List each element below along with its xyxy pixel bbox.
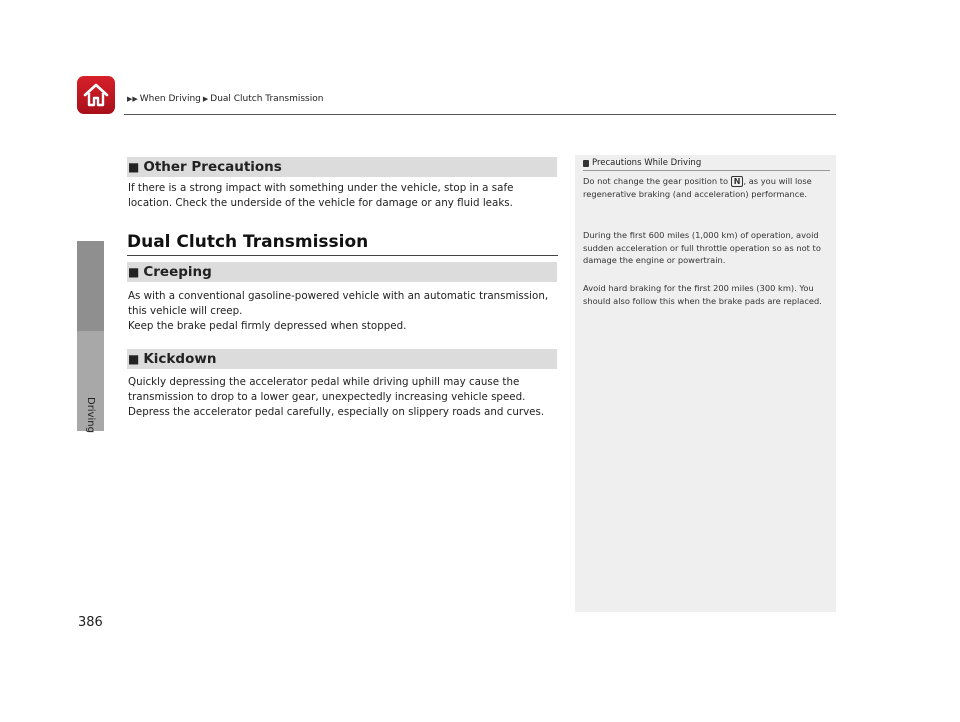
creeping-text — [128, 289, 560, 334]
home-button[interactable] — [77, 76, 115, 114]
chevron-right-icon: ▶▶ — [127, 95, 138, 103]
kickdown-text: Quickly depressing the accelerator pedal while driving uphill may cause the transmission to drop to a lower gear, unexpectedly increasing vehicle speed. Depress the accelerator pedal carefully, especially on slippery roads and curves. — [128, 376, 545, 418]
note-divider — [583, 170, 830, 171]
section-header-other-precautions — [127, 157, 557, 177]
gear-n-icon: N — [731, 176, 744, 187]
note-paragraph-3: Avoid hard braking for the first 200 miles (300 km). You should also follow this when the brake pads are replaced. — [583, 283, 822, 306]
note-marker-icon — [583, 160, 589, 167]
square-bullet-icon: ■ — [128, 265, 140, 279]
breadcrumb — [127, 94, 323, 104]
note-panel — [575, 155, 836, 612]
home-icon — [82, 82, 110, 108]
page-title: Dual Clutch Transmission — [127, 232, 369, 252]
section-header-kickdown — [127, 349, 557, 369]
note-paragraph-2: During the first 600 miles (1,000 km) of operation, avoid sudden acceleration or full throttle operation so as not to damage the engine or powertrain. — [583, 230, 821, 265]
title-divider — [127, 255, 558, 256]
note-title — [583, 158, 701, 168]
section-title: Kickdown — [143, 351, 217, 367]
breadcrumb-item-when-driving[interactable]: When Driving — [139, 94, 201, 104]
note-paragraph-1: Do not change the gear position to N , as you will lose regenerative braking (and acceleration) performance. — [583, 176, 812, 199]
side-tab-label: Driving — [85, 397, 96, 433]
section-title: Creeping — [143, 264, 212, 280]
creeping-line-1: As with a conventional gasoline-powered vehicle with an automatic transmission, this vehicle will creep. — [128, 290, 549, 317]
section-title: Other Precautions — [143, 159, 282, 175]
square-bullet-icon: ■ — [128, 352, 140, 366]
page-number: 386 — [78, 615, 103, 630]
creeping-line-2: Keep the brake pedal firmly depressed when stopped. — [128, 320, 407, 332]
breadcrumb-item-dual-clutch[interactable]: Dual Clutch Transmission — [210, 94, 324, 104]
note-title-text: Precautions While Driving — [592, 158, 702, 168]
chevron-right-icon: ▶ — [202, 95, 209, 103]
square-bullet-icon: ■ — [128, 160, 140, 174]
section-header-creeping — [127, 262, 557, 282]
header-divider — [124, 114, 836, 115]
side-tab-decoration — [77, 241, 104, 331]
other-precautions-text: If there is a strong impact with something under the vehicle, stop in a safe location. Check the underside of the vehicle for damage or any fluid leaks. — [128, 182, 514, 209]
